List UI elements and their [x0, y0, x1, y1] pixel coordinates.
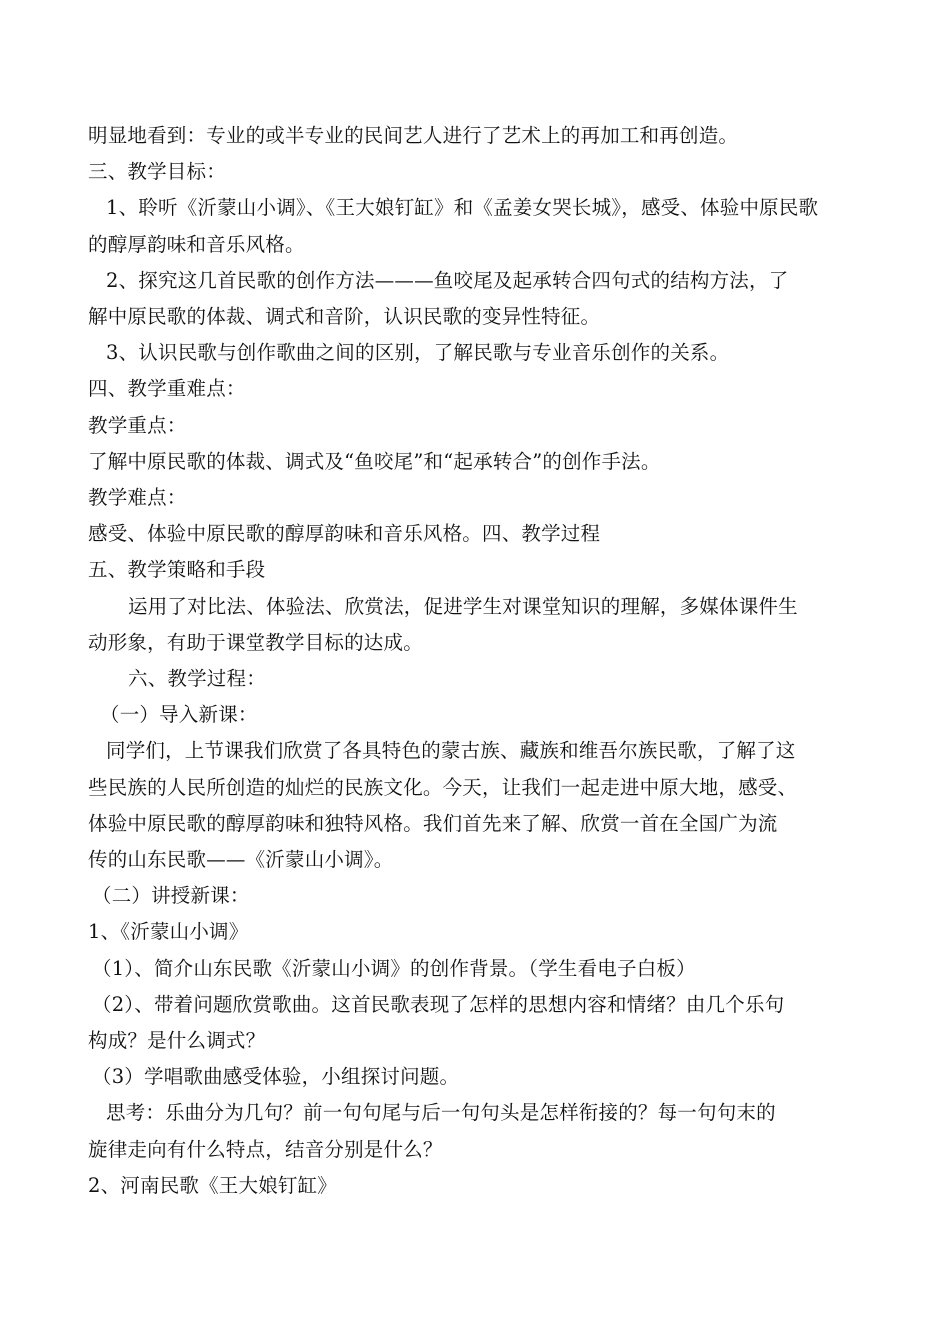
subheading: （二）讲授新课：: [92, 884, 250, 908]
list-item: （2）、带着问题欣赏歌曲。这首民歌表现了怎样的思想内容和情绪？由几个乐句: [92, 992, 785, 1016]
list-item: （1）、简介山东民歌《沂蒙山小调》的创作背景。（学生看电子白板）: [92, 956, 696, 980]
section-heading-key-points: 四、教学重难点：: [88, 377, 246, 401]
section-heading-process: 六、教学过程：: [128, 667, 266, 691]
section-heading-strategies: 五、教学策略和手段: [88, 558, 266, 582]
section-heading-objectives: 三、教学目标：: [88, 160, 226, 184]
list-item: 2、探究这几首民歌的创作方法———鱼咬尾及起承转合四句式的结构方法，了: [106, 268, 789, 292]
list-item: 1、《沂蒙山小调》: [88, 920, 249, 944]
paragraph-line: 些民族的人民所创造的灿烂的民族文化。今天，让我们一起走进中原大地，感受、: [88, 775, 798, 799]
list-item: 1、聆听《沂蒙山小调》、《王大娘钉缸》和《孟姜女哭长城》，感受、体验中原民歌: [106, 196, 819, 220]
subheading: 教学难点：: [88, 486, 187, 510]
list-item: 2、河南民歌《王大娘钉缸》: [88, 1173, 338, 1197]
paragraph-line: 感受、体验中原民歌的醇厚韵味和音乐风格。四、教学过程: [88, 522, 601, 546]
paragraph-line: 明显地看到：专业的或半专业的民间艺人进行了艺术上的再加工和再创造。: [88, 124, 739, 147]
list-item: （3）学唱歌曲感受体验，小组探讨问题。: [92, 1065, 460, 1089]
paragraph-line: 了解中原民歌的体裁、调式及“鱼咬尾”和“起承转合”的创作手法。: [88, 449, 661, 473]
paragraph-line: 运用了对比法、体验法、欣赏法，促进学生对课堂知识的理解，多媒体课件生: [128, 594, 798, 618]
paragraph-line: 同学们，上节课我们欣赏了各具特色的蒙古族、藏族和维吾尔族民歌，了解了这: [106, 739, 796, 763]
paragraph-line: 构成？是什么调式？: [88, 1029, 266, 1053]
subheading: （一）导入新课：: [100, 703, 258, 727]
list-item: 3、认识民歌与创作歌曲之间的区别，了解民歌与专业音乐创作的关系。: [106, 341, 730, 365]
document-page: [88, 118, 868, 1204]
paragraph-line: 动形象，有助于课堂教学目标的达成。: [88, 630, 423, 654]
paragraph-line: 思考：乐曲分为几句？前一句句尾与后一句句头是怎样衔接的？每一句句末的: [106, 1101, 776, 1125]
paragraph-line: 体验中原民歌的醇厚韵味和独特风格。我们首先来了解、欣赏一首在全国广为流: [88, 811, 778, 835]
paragraph-line: 的醇厚韵味和音乐风格。: [88, 232, 305, 256]
paragraph-line: 传的山东民歌——《沂蒙山小调》。: [88, 848, 394, 872]
paragraph-line: 旋律走向有什么特点，结音分别是什么？: [88, 1137, 443, 1161]
paragraph-line: 解中原民歌的体裁、调式和音阶，认识民歌的变异性特征。: [88, 305, 601, 329]
subheading: 教学重点：: [88, 413, 187, 437]
